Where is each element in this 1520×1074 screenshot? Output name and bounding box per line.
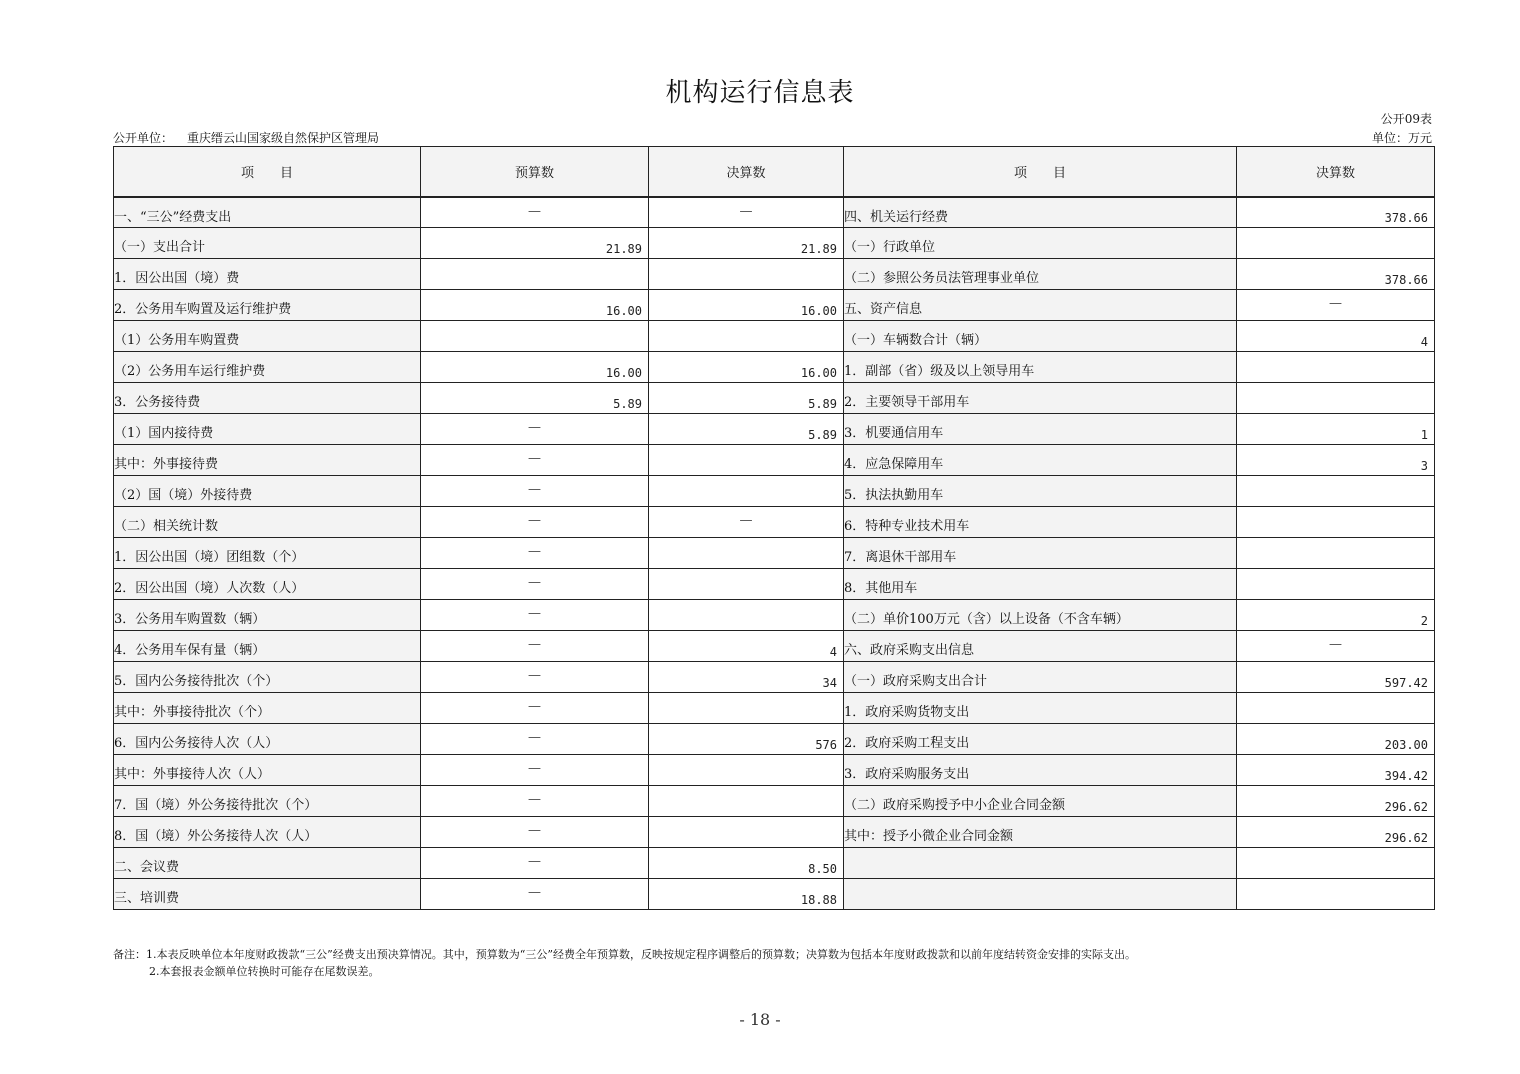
budget-value: —	[421, 600, 649, 631]
table-row	[114, 600, 1435, 631]
right-item-label: 7．离退休干部用车	[844, 538, 1237, 569]
final-value-left	[649, 693, 844, 724]
budget-value: —	[421, 879, 649, 910]
table-notes	[113, 946, 1136, 980]
final-value-right	[1237, 879, 1435, 910]
right-item-label: 8．其他用车	[844, 569, 1237, 600]
header-item-left: 项 目	[114, 147, 421, 197]
table-row	[114, 445, 1435, 476]
budget-value: —	[421, 724, 649, 755]
final-value-right	[1237, 383, 1435, 414]
budget-value: 5.89	[421, 383, 649, 414]
form-number: 公开09表	[1380, 112, 1432, 126]
final-value-left	[649, 755, 844, 786]
reporting-unit-name: 重庆缙云山国家级自然保护区管理局	[187, 131, 380, 145]
left-item-label: 3．公务用车购置数（辆）	[114, 600, 421, 631]
right-item-label	[844, 848, 1237, 879]
right-item-label: （二）政府采购授予中小企业合同金额	[844, 786, 1237, 817]
table-row	[114, 724, 1435, 755]
left-item-label: 2．因公出国（境）人次数（人）	[114, 569, 421, 600]
final-value-right	[1237, 507, 1435, 538]
left-item-label: 1．因公出国（境）费	[114, 259, 421, 290]
final-value-right: 296.62	[1237, 786, 1435, 817]
budget-value: 16.00	[421, 352, 649, 383]
budget-value: —	[421, 197, 649, 228]
table-row	[114, 569, 1435, 600]
final-value-left	[649, 786, 844, 817]
final-value-left	[649, 321, 844, 352]
table-row	[114, 507, 1435, 538]
final-value-left	[649, 569, 844, 600]
left-item-label: 5．国内公务接待批次（个）	[114, 662, 421, 693]
table-row	[114, 321, 1435, 352]
budget-value: —	[421, 538, 649, 569]
table-header-row	[114, 147, 1435, 197]
final-value-left: 34	[649, 662, 844, 693]
final-value-left	[649, 600, 844, 631]
final-value-left	[649, 538, 844, 569]
left-item-label: 8．国（境）外公务接待人次（人）	[114, 817, 421, 848]
budget-value: —	[421, 476, 649, 507]
final-value-right: 203.00	[1237, 724, 1435, 755]
final-value-right: 1	[1237, 414, 1435, 445]
right-item-label: （一）行政单位	[844, 228, 1237, 259]
table-row	[114, 631, 1435, 662]
table-row	[114, 197, 1435, 228]
final-value-left: 5.89	[649, 414, 844, 445]
final-value-left	[649, 476, 844, 507]
final-value-right: 296.62	[1237, 817, 1435, 848]
final-value-left: 5.89	[649, 383, 844, 414]
right-item-label: 3．机要通信用车	[844, 414, 1237, 445]
final-value-right: 4	[1237, 321, 1435, 352]
currency-unit: 单位：万元	[1371, 131, 1432, 145]
left-item-label: 6．国内公务接待人次（人）	[114, 724, 421, 755]
table-row	[114, 228, 1435, 259]
right-item-label: 1．副部（省）级及以上领导用车	[844, 352, 1237, 383]
budget-value: —	[421, 445, 649, 476]
left-item-label: 4．公务用车保有量（辆）	[114, 631, 421, 662]
final-value-right: 597.42	[1237, 662, 1435, 693]
header-budget: 预算数	[421, 147, 649, 197]
right-item-label: 4．应急保障用车	[844, 445, 1237, 476]
final-value-right	[1237, 848, 1435, 879]
final-value-left	[649, 445, 844, 476]
final-value-left: 18.88	[649, 879, 844, 910]
right-item-label: 2．主要领导干部用车	[844, 383, 1237, 414]
table-row	[114, 693, 1435, 724]
right-item-label: 六、政府采购支出信息	[844, 631, 1237, 662]
right-item-label: （一）政府采购支出合计	[844, 662, 1237, 693]
note-line-1: 备注：1.本表反映单位本年度财政拨款“三公”经费支出预决算情况。其中，预算数为“三公”经费全年预算数，反映按规定程序调整后的预算数；决算数为包括本年度财政拨款和以前年度结转资金安排的实际支出。	[113, 948, 1136, 961]
right-item-label: （二）单价100万元（含）以上设备（不含车辆）	[844, 600, 1237, 631]
table-row	[114, 476, 1435, 507]
left-item-label: 其中：外事接待批次（个）	[114, 693, 421, 724]
page-title: 机构运行信息表	[665, 78, 855, 108]
table-body	[114, 197, 1435, 910]
right-item-label: 其中：授予小微企业合同金额	[844, 817, 1237, 848]
reporting-unit-label: 公开单位：	[113, 131, 174, 145]
operations-info-table	[113, 146, 1435, 910]
reporting-unit	[113, 129, 379, 146]
table-row	[114, 879, 1435, 910]
budget-value: —	[421, 414, 649, 445]
final-value-right: 378.66	[1237, 197, 1435, 228]
final-value-left: 8.50	[649, 848, 844, 879]
right-item-label: 3．政府采购服务支出	[844, 755, 1237, 786]
page-number: - 18 -	[739, 1010, 781, 1029]
table-row	[114, 414, 1435, 445]
table-row	[114, 352, 1435, 383]
budget-value: 21.89	[421, 228, 649, 259]
final-value-left: 4	[649, 631, 844, 662]
final-value-right: 2	[1237, 600, 1435, 631]
budget-value: —	[421, 662, 649, 693]
final-value-right: 394.42	[1237, 755, 1435, 786]
budget-value: —	[421, 817, 649, 848]
left-item-label: （2）公务用车运行维护费	[114, 352, 421, 383]
right-item-label: 五、资产信息	[844, 290, 1237, 321]
final-value-left: 21.89	[649, 228, 844, 259]
right-item-label: （一）车辆数合计（辆）	[844, 321, 1237, 352]
right-item-label: 1．政府采购货物支出	[844, 693, 1237, 724]
right-item-label: 5．执法执勤用车	[844, 476, 1237, 507]
final-value-right	[1237, 228, 1435, 259]
table-row	[114, 755, 1435, 786]
right-item-label	[844, 879, 1237, 910]
left-item-label: 1．因公出国（境）团组数（个）	[114, 538, 421, 569]
final-value-right	[1237, 538, 1435, 569]
budget-value: —	[421, 755, 649, 786]
left-item-label: 三、培训费	[114, 879, 421, 910]
final-value-right: —	[1237, 290, 1435, 321]
left-item-label: 其中：外事接待费	[114, 445, 421, 476]
budget-value: —	[421, 507, 649, 538]
final-value-right	[1237, 693, 1435, 724]
left-item-label: 7．国（境）外公务接待批次（个）	[114, 786, 421, 817]
budget-value	[421, 321, 649, 352]
final-value-left: —	[649, 507, 844, 538]
final-value-right: —	[1237, 631, 1435, 662]
budget-value: —	[421, 693, 649, 724]
budget-value: —	[421, 848, 649, 879]
final-value-right	[1237, 476, 1435, 507]
left-item-label: （1）公务用车购置费	[114, 321, 421, 352]
final-value-right: 3	[1237, 445, 1435, 476]
budget-value: —	[421, 569, 649, 600]
left-item-label: （二）相关统计数	[114, 507, 421, 538]
final-value-right	[1237, 569, 1435, 600]
right-item-label: 2．政府采购工程支出	[844, 724, 1237, 755]
table-row	[114, 259, 1435, 290]
budget-value: 16.00	[421, 290, 649, 321]
final-value-right	[1237, 352, 1435, 383]
final-value-right: 378.66	[1237, 259, 1435, 290]
final-value-left	[649, 817, 844, 848]
table-row	[114, 290, 1435, 321]
left-item-label: 3．公务接待费	[114, 383, 421, 414]
table-row	[114, 817, 1435, 848]
right-item-label: 四、机关运行经费	[844, 197, 1237, 228]
left-item-label: 其中：外事接待人次（人）	[114, 755, 421, 786]
final-value-left: 16.00	[649, 290, 844, 321]
left-item-label: 一、“三公”经费支出	[114, 197, 421, 228]
budget-value	[421, 259, 649, 290]
table-row	[114, 538, 1435, 569]
left-item-label: 2．公务用车购置及运行维护费	[114, 290, 421, 321]
table-row	[114, 848, 1435, 879]
final-value-left: 576	[649, 724, 844, 755]
budget-value: —	[421, 631, 649, 662]
header-final-right: 决算数	[1237, 147, 1435, 197]
left-item-label: 二、会议费	[114, 848, 421, 879]
table-row	[114, 383, 1435, 414]
budget-value: —	[421, 786, 649, 817]
right-item-label: （二）参照公务员法管理事业单位	[844, 259, 1237, 290]
final-value-left: 16.00	[649, 352, 844, 383]
left-item-label: （1）国内接待费	[114, 414, 421, 445]
header-final-left: 决算数	[649, 147, 844, 197]
header-item-right: 项 目	[844, 147, 1237, 197]
left-item-label: （一）支出合计	[114, 228, 421, 259]
table-row	[114, 786, 1435, 817]
final-value-left: —	[649, 197, 844, 228]
table-row	[114, 662, 1435, 693]
right-item-label: 6．特种专业技术用车	[844, 507, 1237, 538]
final-value-left	[649, 259, 844, 290]
note-line-2: 2.本套报表金额单位转换时可能存在尾数误差。	[149, 965, 380, 978]
left-item-label: （2）国（境）外接待费	[114, 476, 421, 507]
